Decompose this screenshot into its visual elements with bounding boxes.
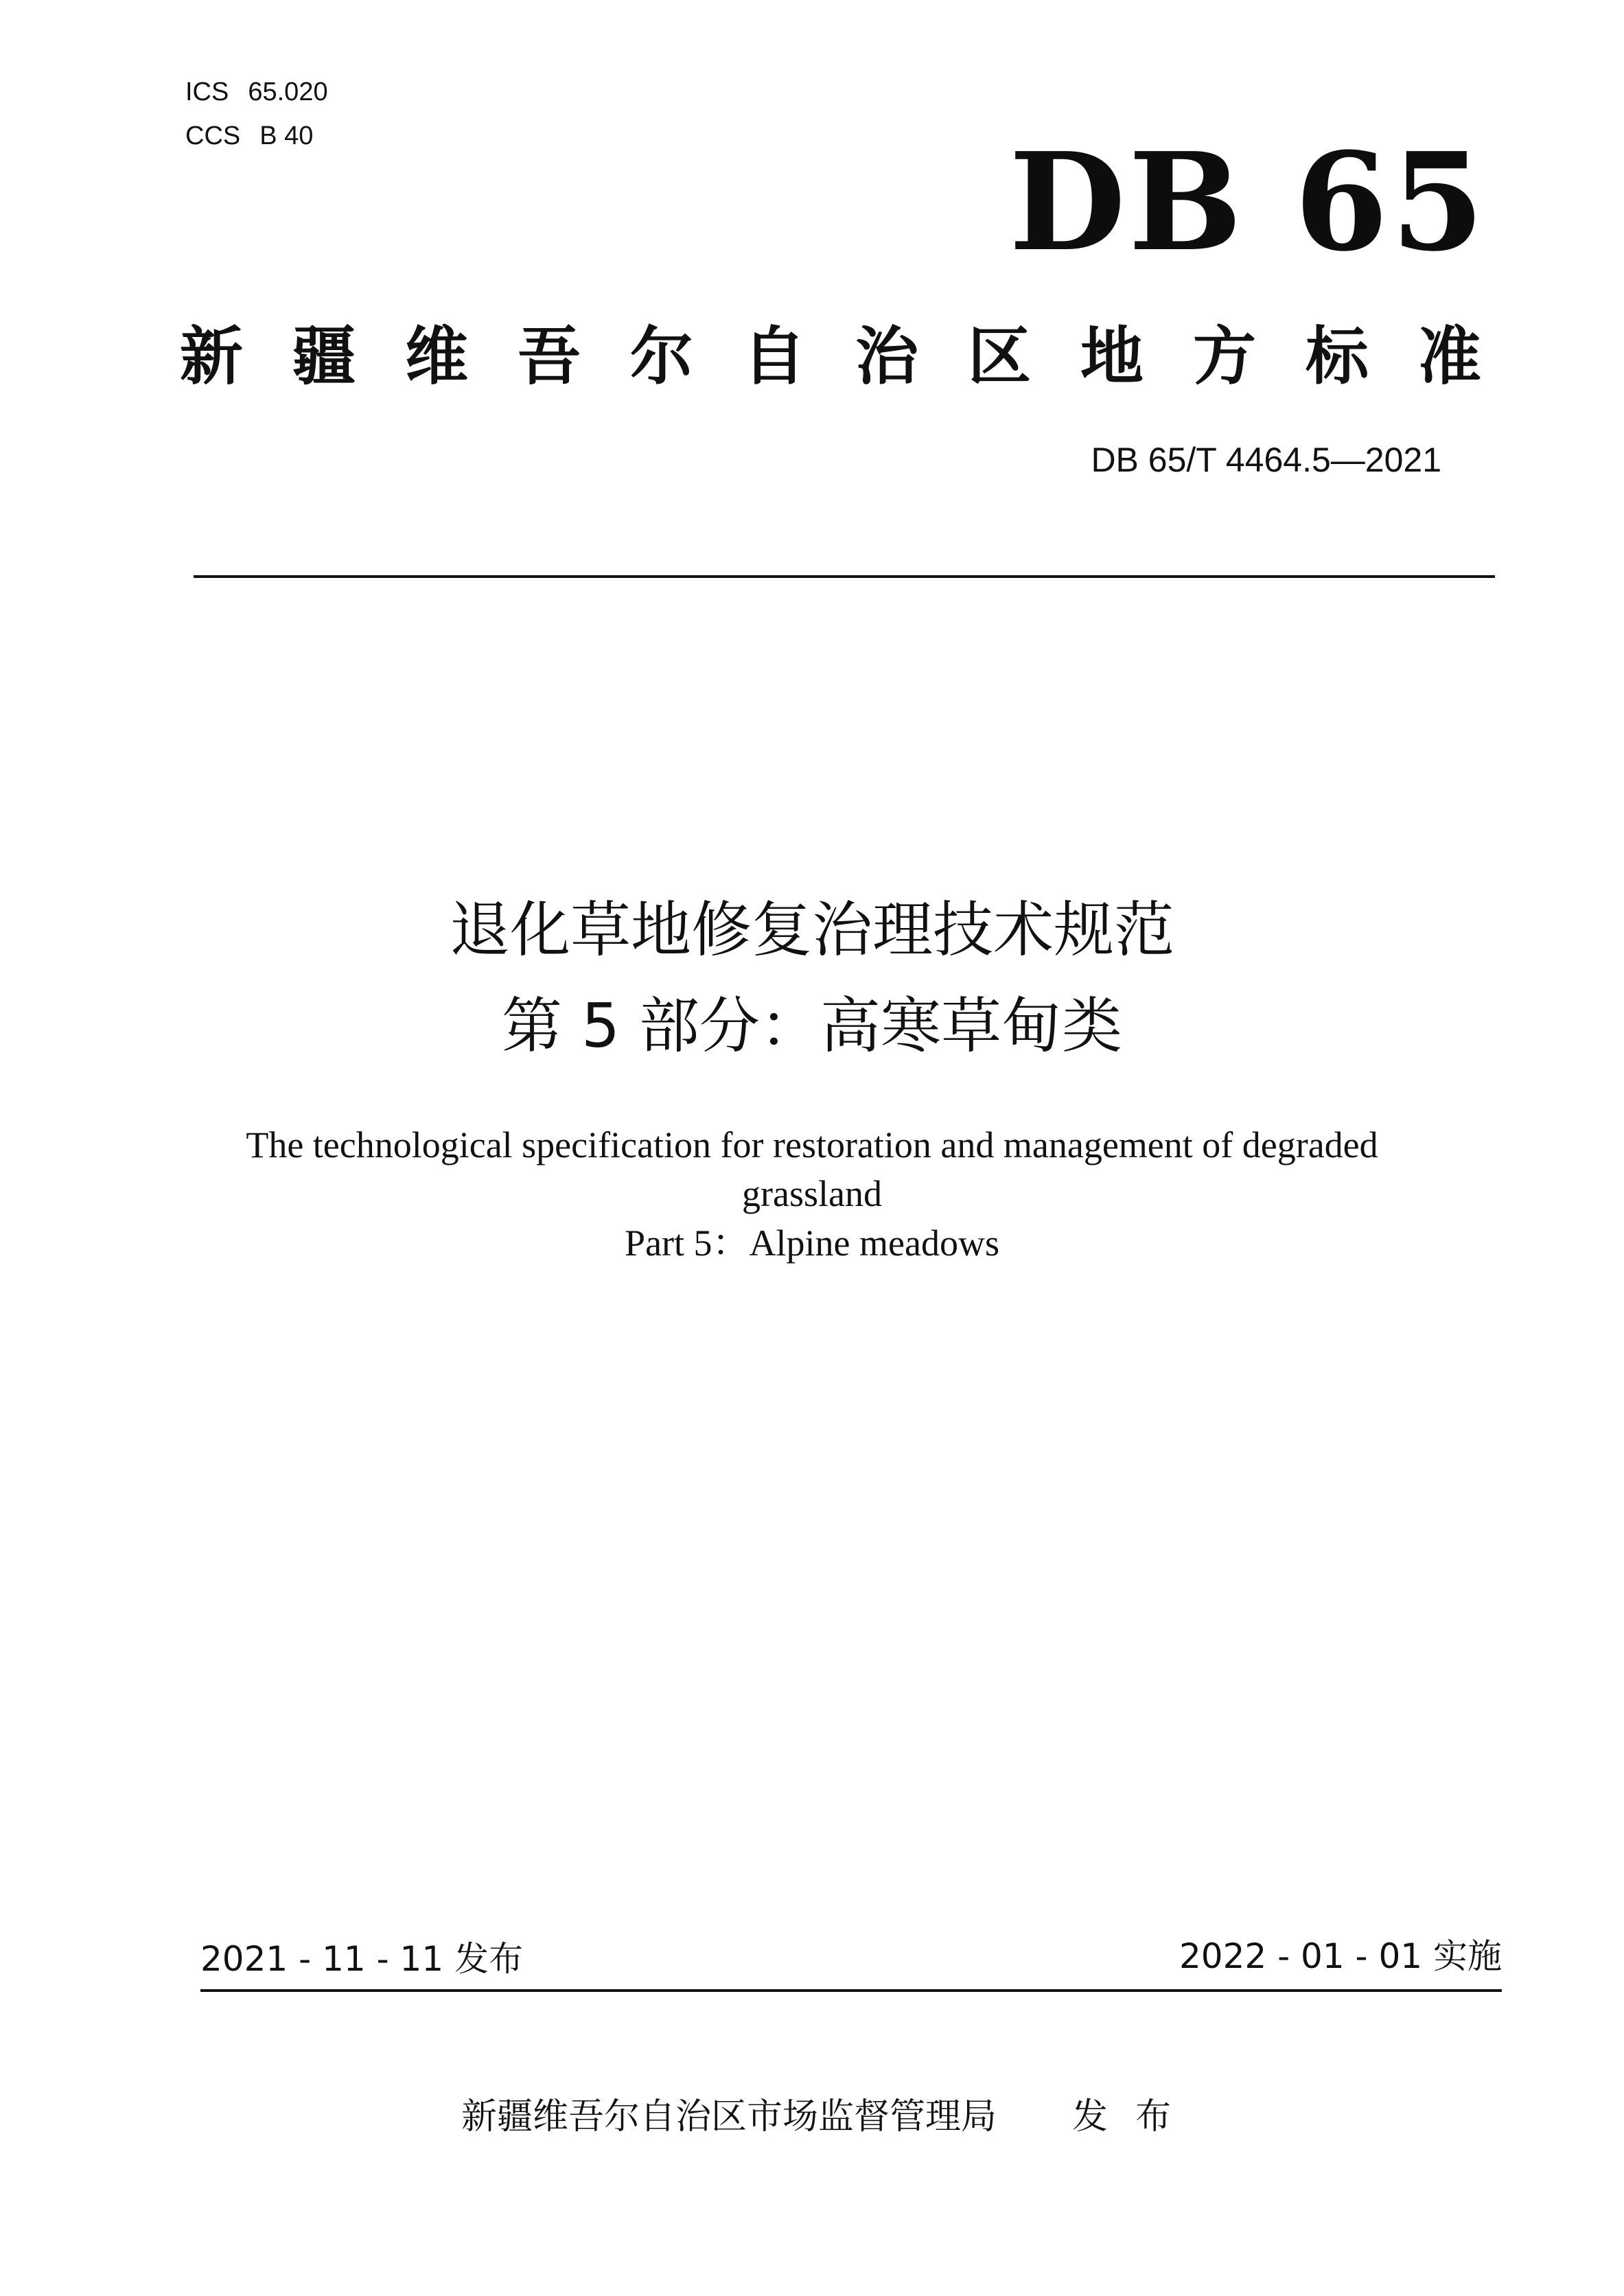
issuer-name: 新疆维吾尔自治区市场监督管理局 bbox=[461, 2096, 997, 2137]
ics-value: 65.020 bbox=[248, 78, 328, 106]
english-title-line-3: Part 5：Alpine meadows bbox=[625, 1222, 999, 1264]
issue-action: 发布 bbox=[1072, 2096, 1199, 2137]
ics-label: ICS bbox=[185, 78, 229, 106]
implement-date: 2022 - 01 - 01 实施 bbox=[1179, 1936, 1502, 1976]
standard-number: DB 65/T 4464.5—2021 bbox=[1091, 441, 1441, 479]
standard-type-heading: 新疆维吾尔自治区地方标准 bbox=[180, 320, 1531, 393]
english-title-line-1: The technological specification for restoration and management of degraded bbox=[246, 1124, 1378, 1166]
header-divider bbox=[194, 575, 1495, 578]
chinese-title-line-1: 退化草地修复治理技术规范 bbox=[449, 894, 1174, 965]
ccs-code bbox=[185, 121, 313, 151]
issuing-authority bbox=[461, 2094, 1198, 2140]
ics-code bbox=[185, 77, 328, 107]
english-title-line-2: grassland bbox=[742, 1173, 882, 1214]
publish-date: 2021 - 11 - 11 发布 bbox=[200, 1939, 524, 1979]
ccs-value: B 40 bbox=[259, 121, 314, 150]
chinese-title-line-2: 第 5 部分：高寒草甸类 bbox=[502, 990, 1122, 1061]
footer-divider bbox=[200, 1989, 1502, 1992]
db-logo: DB 65 bbox=[1009, 124, 1487, 281]
ccs-label: CCS bbox=[185, 121, 241, 150]
